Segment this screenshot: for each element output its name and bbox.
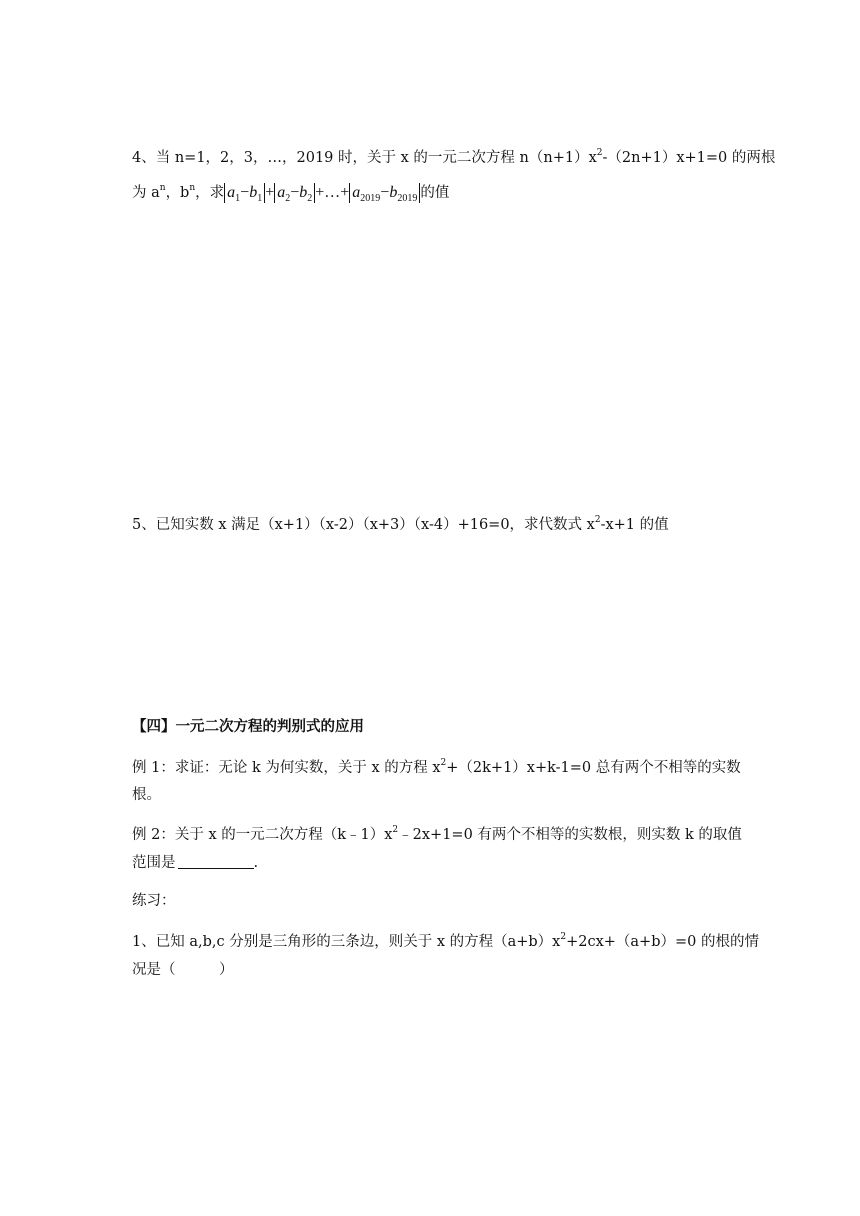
q4-line1-sup: 2 bbox=[596, 148, 603, 159]
example1-text-a: 例 1：求证：无论 k 为何实数，关于 x 的方程 x bbox=[132, 760, 441, 776]
minus-sign: − bbox=[380, 184, 390, 201]
var-b: b bbox=[389, 184, 398, 201]
example2-line2-text: 范围是 bbox=[132, 855, 176, 871]
q4-line2-text-c: ，求 bbox=[195, 185, 225, 201]
abs-sum-expression bbox=[224, 184, 420, 205]
practice1-sup: 2 bbox=[560, 932, 567, 943]
answer-blank[interactable] bbox=[178, 854, 254, 869]
example2-text-b: ﹣2x+1=0 有两个不相等的实数根，则实数 k 的取值 bbox=[398, 827, 742, 843]
abs-term-2 bbox=[274, 183, 315, 203]
plus-sign: + bbox=[265, 184, 275, 201]
practice-label: 练习： bbox=[132, 893, 176, 909]
subscript: 1 bbox=[257, 193, 263, 205]
example1-line1 bbox=[132, 758, 741, 778]
example2-sup: 2 bbox=[392, 825, 399, 836]
practice1-line1 bbox=[132, 932, 759, 952]
example2-end: . bbox=[253, 855, 259, 871]
q4-line2-text-a: 为 a bbox=[132, 185, 160, 201]
example1-text-b: +（2k+1）x+k-1=0 总有两个不相等的实数 bbox=[446, 760, 741, 776]
q5-line bbox=[132, 515, 669, 535]
subscript: 2 bbox=[307, 193, 313, 205]
abs-term-1 bbox=[224, 183, 265, 203]
q4-line2-text-b: ，b bbox=[165, 185, 190, 201]
subscript: 2 bbox=[285, 193, 291, 205]
subscript: 2019 bbox=[397, 193, 418, 205]
q4-line1-text-b: -（2n+1）x+1=0 的两根 bbox=[602, 150, 776, 166]
q4-line2-sup-a: n bbox=[159, 183, 166, 194]
example1-line2: 根。 bbox=[132, 787, 161, 803]
q5-text-b: -x+1 的值 bbox=[600, 517, 669, 533]
section-heading: 【四】一元二次方程的判别式的应用 bbox=[132, 719, 364, 735]
subscript: 2019 bbox=[360, 193, 381, 205]
var-b: b bbox=[299, 184, 308, 201]
var-a: a bbox=[227, 184, 236, 201]
practice1-text-a: 1、已知 a,b,c 分别是三角形的三条边，则关于 x 的方程（a+b）x bbox=[132, 934, 561, 950]
practice1-line2: 况是（ ） bbox=[132, 962, 234, 978]
q5-sup: 2 bbox=[594, 515, 601, 526]
example1-sup: 2 bbox=[440, 758, 447, 769]
subscript: 1 bbox=[235, 193, 241, 205]
var-b: b bbox=[249, 184, 258, 201]
example2-line2 bbox=[132, 853, 258, 873]
q4-line2-sup-b: n bbox=[189, 183, 196, 194]
example2-text-a: 例 2：关于 x 的一元二次方程（k﹣1）x bbox=[132, 827, 393, 843]
q4-line1 bbox=[132, 148, 775, 168]
q4-line2 bbox=[132, 183, 449, 203]
minus-sign: − bbox=[240, 184, 250, 201]
example2-line1 bbox=[132, 825, 742, 845]
practice1-text-b: +2cx+（a+b）=0 的根的情 bbox=[566, 934, 759, 950]
q4-line1-text-a: 4、当 n=1，2，3，…，2019 时，关于 x 的一元二次方程 n（n+1）x bbox=[132, 150, 597, 166]
q4-line2-text-d: 的值 bbox=[420, 185, 450, 201]
q5-text-a: 5、已知实数 x 满足（x+1）（x-2）（x+3）（x-4）+16=0，求代数式 x bbox=[132, 517, 595, 533]
minus-sign: − bbox=[290, 184, 300, 201]
var-a: a bbox=[277, 184, 286, 201]
abs-term-3 bbox=[349, 183, 420, 203]
var-a: a bbox=[352, 184, 361, 201]
plus-ellipsis: +…+ bbox=[315, 184, 350, 201]
